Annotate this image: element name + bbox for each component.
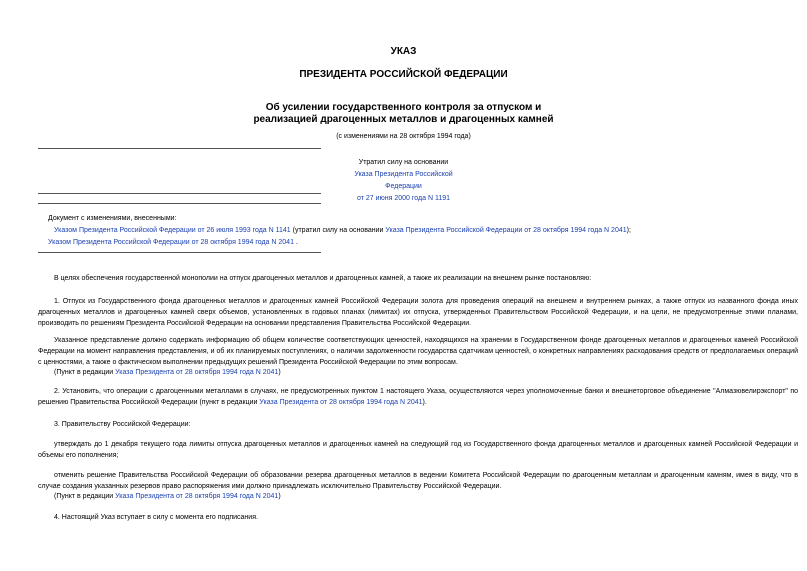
document-issuer: ПРЕЗИДЕНТА РОССИЙСКОЙ ФЕДЕРАЦИИ: [299, 69, 508, 80]
paragraph-3b: отменить решение Правительства Российской Федерации об образовании резерва драгоценных металлов в ведении Комитета Российской Федерации по драгоценным металлам и драгоценным камням, имея в виду, что в случае создания указанных резервов право распоряжения ими должно принадлежать исключительно Правительству Российской Федерации.: [38, 472, 798, 490]
amendment-text-end: .: [293, 239, 298, 246]
note-link-2041[interactable]: Указа Президента от 28 октября 1994 года N 2041: [115, 493, 279, 500]
paragraph-3: 3. Правительству Российской Федерации:: [54, 421, 191, 428]
status-text: Утратил силу на основании: [358, 159, 449, 166]
divider: [38, 148, 321, 149]
amendments-block: [48, 213, 631, 249]
paragraph-3a: утверждать до 1 декабря текущего года лимиты отпуска драгоценных металлов и драгоценных камней на следующий год из Государственного фонда драгоценных металлов и драгоценных камней Российской Федерации и объемы его пополнения;: [38, 441, 798, 459]
changes-note: (с изменениями на 28 октября 1994 года): [336, 133, 471, 140]
document-title-line1: Об усилении государственного контроля за отпуском и: [265, 102, 542, 113]
status-link-line2[interactable]: от 27 июня 2000 года N 1191: [356, 195, 450, 202]
divider: [38, 203, 321, 204]
document-type: УКАЗ: [390, 46, 417, 57]
status-block: [336, 157, 471, 205]
amendments-intro: Документ с изменениями, внесенными:: [48, 215, 177, 222]
paragraph-4: 4. Настоящий Указ вступает в силу с момента его подписания.: [54, 514, 258, 521]
paragraph-preamble: В целях обеспечения государственной монополии на отпуск драгоценных металлов и драгоценных камней, а также их реализации на внешнем рынке постановляю:: [54, 275, 592, 282]
paragraph-1-note: (Пункт в редакции Указа Президента от 28 октября 1994 года N 2041): [54, 369, 281, 376]
amendment-text-end: );: [626, 227, 631, 234]
paragraph-1: 1. Отпуск из Государственного фонда драгоценных металлов и драгоценных камней Российской Федерации золота для проведения операций на внешнем и внутреннем рынках, а также отпуск из названного фонда иных драгоценных металлов и драгоценных камней сверх объемов, установленных в годовых планах (лимитах) их отпуска, утвержденных Правительством Российской Федерации, и на цели, не предусмотренные этими планами, производить по решениям Президента Российской Федерации на основании представления Правительства Российской Федерации.: [38, 298, 798, 327]
p2-link-2041[interactable]: Указа Президента от 28 октября 1994 года N 2041: [259, 399, 423, 406]
paragraph-3-note: (Пункт в редакции Указа Президента от 28 октября 1994 года N 2041): [54, 493, 281, 500]
amendment-link-2041-repeal[interactable]: Указа Президента Российской Федерации от 28 октября 1994 года N 2041: [385, 227, 627, 234]
status-link-line1[interactable]: Указа Президента Российской Федерации: [354, 171, 453, 190]
document-title-line2: реализацией драгоценных металлов и драгоценных камней: [253, 114, 554, 125]
amendment-link-2041[interactable]: Указом Президента Российской Федерации от 28 октября 1994 года N 2041: [48, 239, 294, 246]
amendment-link-1141[interactable]: Указом Президента Российской Федерации от 26 июля 1993 года N 1141: [54, 227, 291, 234]
amendment-text: (утратил силу на основании: [290, 227, 386, 234]
divider: [38, 252, 321, 253]
divider: [38, 193, 321, 194]
paragraph-2: 2. Установить, что операции с драгоценными металлами в случаях, не предусмотренных пунктом 1 настоящего Указа, осуществляются через уполномоченные банки и внешнеторговое объединение "Алмазювелирэкспорт" по решению Правительства Российской Федерации (пункт в редакции Указа Президента от 28 октября 1994 года N 2041).: [38, 388, 798, 406]
note-link-2041[interactable]: Указа Президента от 28 октября 1994 года N 2041: [115, 369, 279, 376]
paragraph-1b: Указанное представление должно содержать информацию об общем количестве соответствующих ценностей, находящихся на хранении в Государственном фонде драгоценных металлов и драгоценных камней Российской Федерации на момент направления представления, и об их планируемых поступлениях, о наличии задолженности государства сдатчикам ценностей, о конкретных направлениях расходования средств от предполагаемых операций с ценностями, а также о фактическом выполнении предыдущих решений Президента Российской Федерации по этим вопросам.: [38, 337, 798, 366]
